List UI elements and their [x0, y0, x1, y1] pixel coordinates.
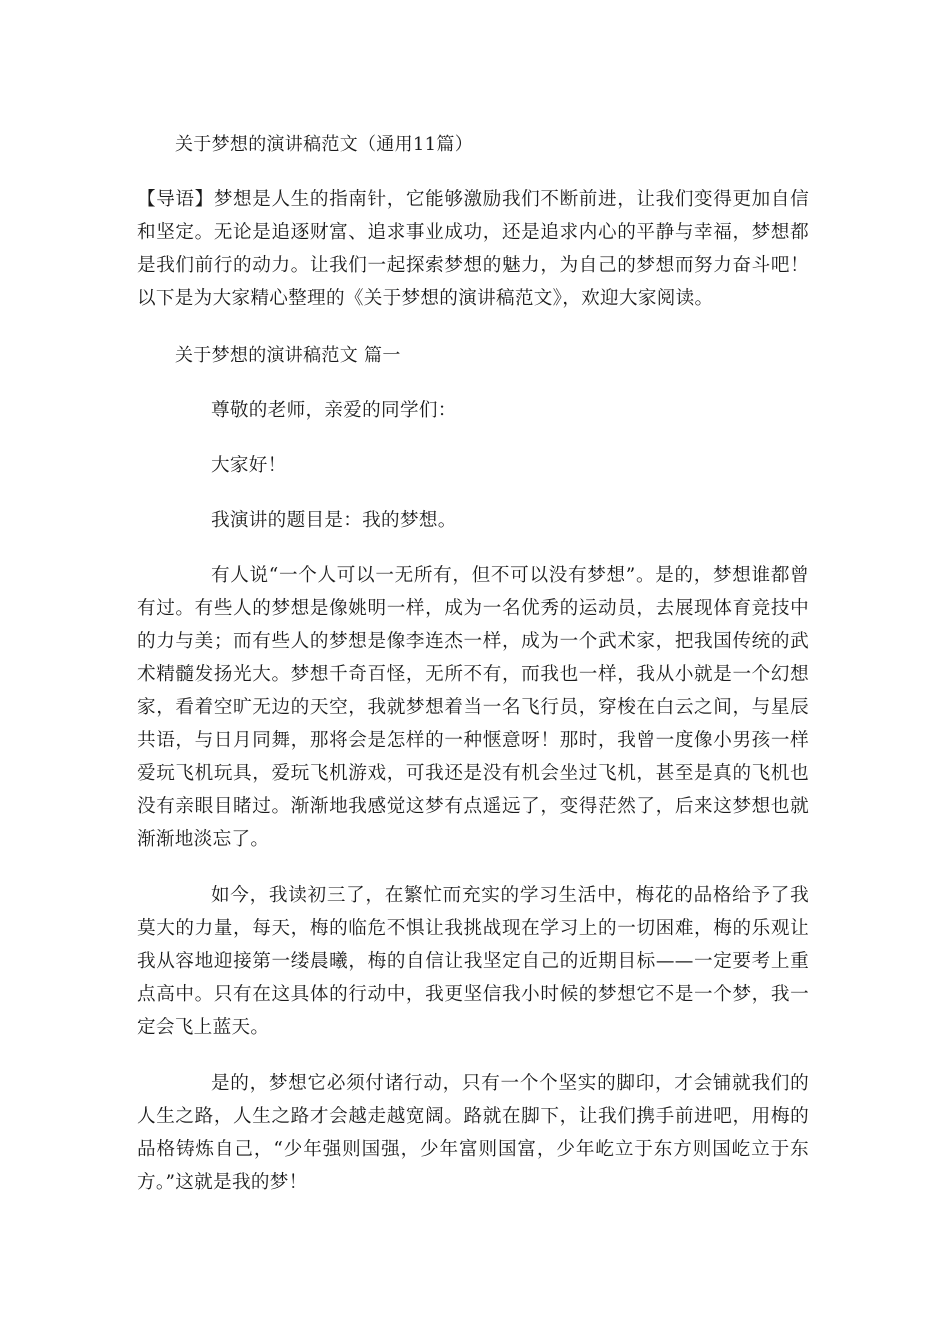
document-title: 关于梦想的演讲稿范文（通用11篇）	[175, 134, 474, 155]
section-title: 关于梦想的演讲稿范文 篇一	[175, 345, 401, 366]
greeting: 尊敬的老师，亲爱的同学们：	[211, 400, 457, 421]
body-paragraph-2: 如今，我读初三了，在繁忙而充实的学习生活中，梅花的品格给予了我莫大的力量，每天，梅的临危不惧让我挑战现在学习上的一切困难，梅的乐观让我从容地迎接第一缕晨曦，梅的自信让我坚定自己的近期目标——一定要考上重点高中。只有在这具体的行动中，我更坚信我小时候的梦想它不是一个梦，我一定会飞上蓝天。	[137, 885, 809, 1038]
document-body	[137, 128, 809, 1222]
hello-line: 大家好！	[211, 455, 287, 476]
body-paragraph-3: 是的，梦想它必须付诸行动，只有一个个坚实的脚印，才会铺就我们的人生之路，人生之路才会越走越宽阔。路就在脚下，让我们携手前进吧，用梅的品格铸炼自己，“少年强则国强，少年富则国富，少年屹立于东方则国屹立于东方。”这就是我的梦！	[137, 1073, 809, 1193]
body-paragraph-1: 有人说“一个人可以一无所有，但不可以没有梦想”。是的，梦想谁都曾有过。有些人的梦想是像姚明一样，成为一名优秀的运动员，去展现体育竞技中的力与美；而有些人的梦想是像李连杰一样，成为一个武术家，把我国传统的武术精髓发扬光大。梦想千奇百怪，无所不有，而我也一样，我从小就是一个幻想家，看着空旷无边的天空，我就梦想着当一名飞行员，穿梭在白云之间，与星辰共语，与日月同舞，那将会是怎样的一种惬意呀！那时，我曾一度像小男孩一样爱玩飞机玩具，爱玩飞机游戏，可我还是没有机会坐过飞机，甚至是真的飞机也没有亲眼目睹过。渐渐地我感觉这梦有点遥远了，变得茫然了，后来这梦想也就渐渐地淡忘了。	[137, 565, 809, 850]
intro-paragraph: 【导语】梦想是人生的指南针，它能够激励我们不断前进，让我们变得更加自信和坚定。无论是追逐财富、追求事业成功，还是追求内心的平静与幸福，梦想都是我们前行的动力。让我们一起探索梦想的魅力，为自己的梦想而努力奋斗吧！以下是为大家精心整理的《关于梦想的演讲稿范文》，欢迎大家阅读。	[137, 189, 809, 309]
topic-line: 我演讲的题目是：我的梦想。	[211, 510, 457, 531]
